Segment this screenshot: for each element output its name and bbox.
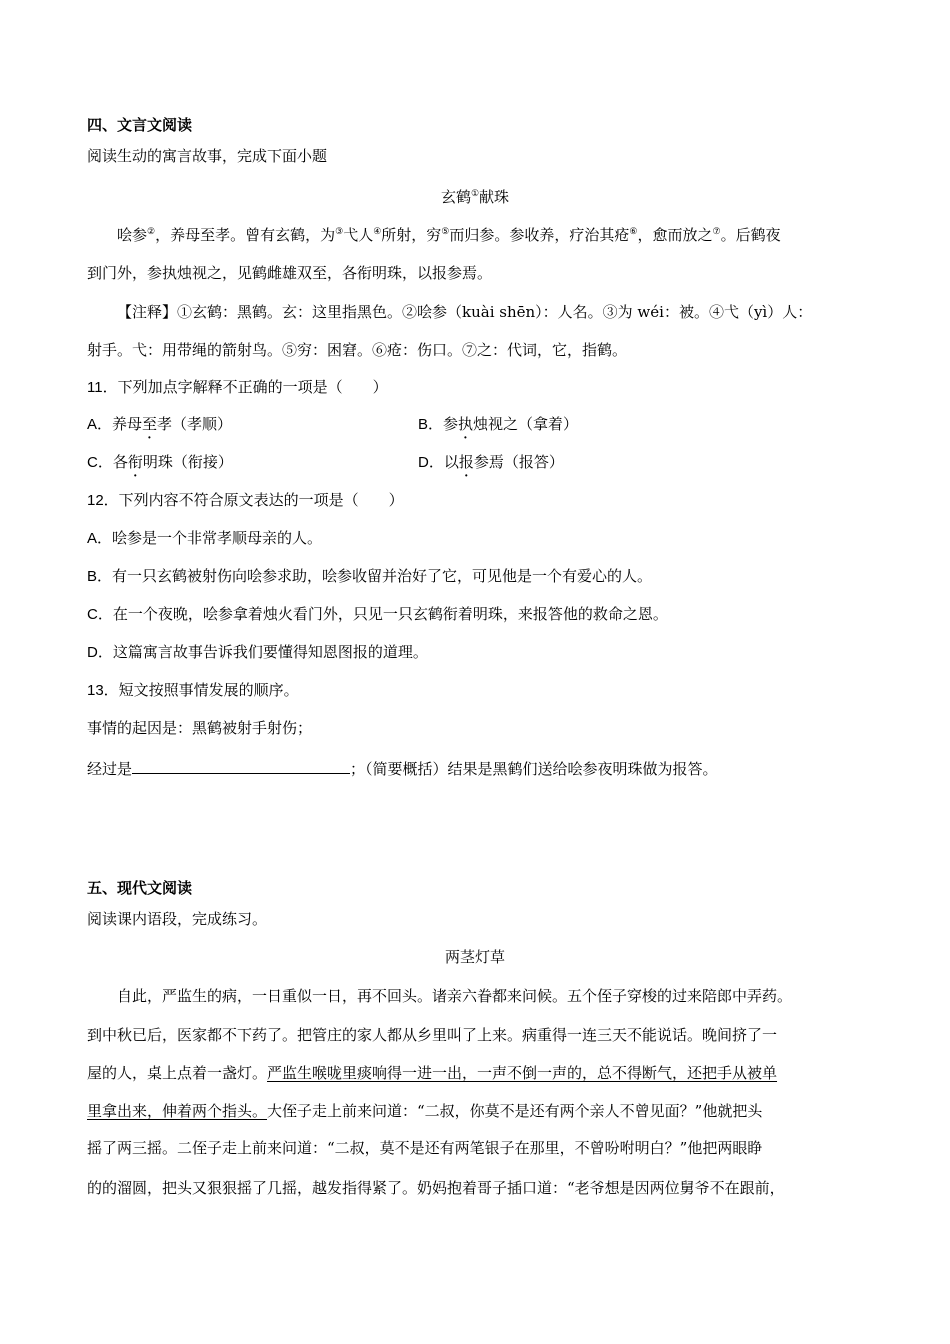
question-12-option-d: D．这篇寓言故事告诉我们要懂得知恩图报的道理。: [87, 644, 428, 661]
section-4-heading: 四、文言文阅读: [87, 117, 193, 134]
underlined-sentence: 严监生喉咙里痰响得一进一出，一声不倒一声的，总不得断气，还把手从被单: [267, 1064, 778, 1082]
question-11-option-a: A．养母至孝（孝顺）: [87, 416, 233, 433]
question-12-option-a: A．哙参是一个非常孝顺母亲的人。: [87, 530, 323, 547]
passage-title: 玄鹤①献珠: [440, 188, 510, 206]
underlined-sentence: 里拿出来，伸着两个指头。: [87, 1102, 268, 1120]
section-5-heading: 五、现代文阅读: [87, 880, 193, 897]
question-11-option-c: C．各衔明珠（衔接）: [87, 454, 233, 471]
question-13-cause: 事情的起因是：黑鹤被射手射伤；: [87, 720, 313, 737]
passage-2-line-6: 的的溜圆，把头又狠狠摇了几摇，越发指得紧了。奶妈抱着哥子插口道：“老爷想是因两位舅爷不在跟前，: [87, 1179, 785, 1197]
passage-2-title: 两茎灯草: [444, 948, 505, 966]
passage-2-line-4: 里拿出来，伸着两个指头。大侄子走上前来问道：“二叔，你莫不是还有两个亲人不曾见面？”他就把头: [87, 1102, 763, 1120]
answer-blank[interactable]: [132, 759, 350, 774]
passage-line-1: 哙参②，养母至孝。曾有玄鹤，为③弋人④所射，穷⑤而归参。参收养，疗治其疮⑥，愈而放之⑦。后鹤夜: [117, 226, 781, 244]
question-13-stem: 13．短文按照事情发展的顺序。: [87, 682, 299, 699]
notes-line-1: 【注释】①玄鹤：黑鹤。玄：这里指黑色。②哙参（kuài shēn）：人名。③为 wéi：被。④弋（yì）人：: [117, 303, 813, 321]
question-11-option-d: D．以报参焉（报答）: [418, 454, 564, 471]
passage-2-line-3: 屋的人，桌上点着一盏灯。严监生喉咙里痰响得一进一出，一声不倒一声的，总不得断气，还把手从被单: [87, 1064, 778, 1082]
question-11-option-b: B．参执烛视之（拿着）: [418, 416, 579, 433]
passage-2-line-2: 到中秋已后，医家都不下药了。把管庄的家人都从乡里叫了上来。病重得一连三天不能说话。晚间挤了一: [87, 1026, 778, 1044]
notes-line-2: 射手。弋：用带绳的箭射鸟。⑤穷：困窘。⑥疮：伤口。⑦之：代词，它，指鹤。: [87, 341, 628, 359]
section-5-instruction: 阅读课内语段，完成练习。: [87, 911, 268, 928]
question-12-option-c: C．在一个夜晚，哙参拿着烛火看门外，只见一只玄鹤衔着明珠，来报答他的救命之恩。: [87, 606, 668, 623]
question-13-process: 经过是 ；（简要概括）结果是黑鹤们送给哙参夜明珠做为报答。: [87, 761, 718, 778]
question-12-stem: 12．下列内容不符合原文表达的一项是（ ）: [87, 492, 404, 509]
passage-line-2: 到门外，参执烛视之，见鹤雌雄双至，各衔明珠，以报参焉。: [87, 264, 493, 282]
question-12-option-b: B．有一只玄鹤被射伤向哙参求助，哙参收留并治好了它，可见他是一个有爱心的人。: [87, 568, 653, 585]
question-11-stem: 11．下列加点字解释不正确的一项是（ ）: [87, 379, 388, 396]
section-4-instruction: 阅读生动的寓言故事，完成下面小题: [87, 148, 328, 165]
passage-2-line-1: 自此，严监生的病，一日重似一日，再不回头。诸亲六眷都来问候。五个侄子穿梭的过来陪郎中弄药。: [117, 987, 793, 1005]
passage-2-line-5: 摇了两三摇。二侄子走上前来问道：“二叔，莫不是还有两笔银子在那里，不曾吩咐明白？”他把两眼睁: [87, 1139, 763, 1157]
